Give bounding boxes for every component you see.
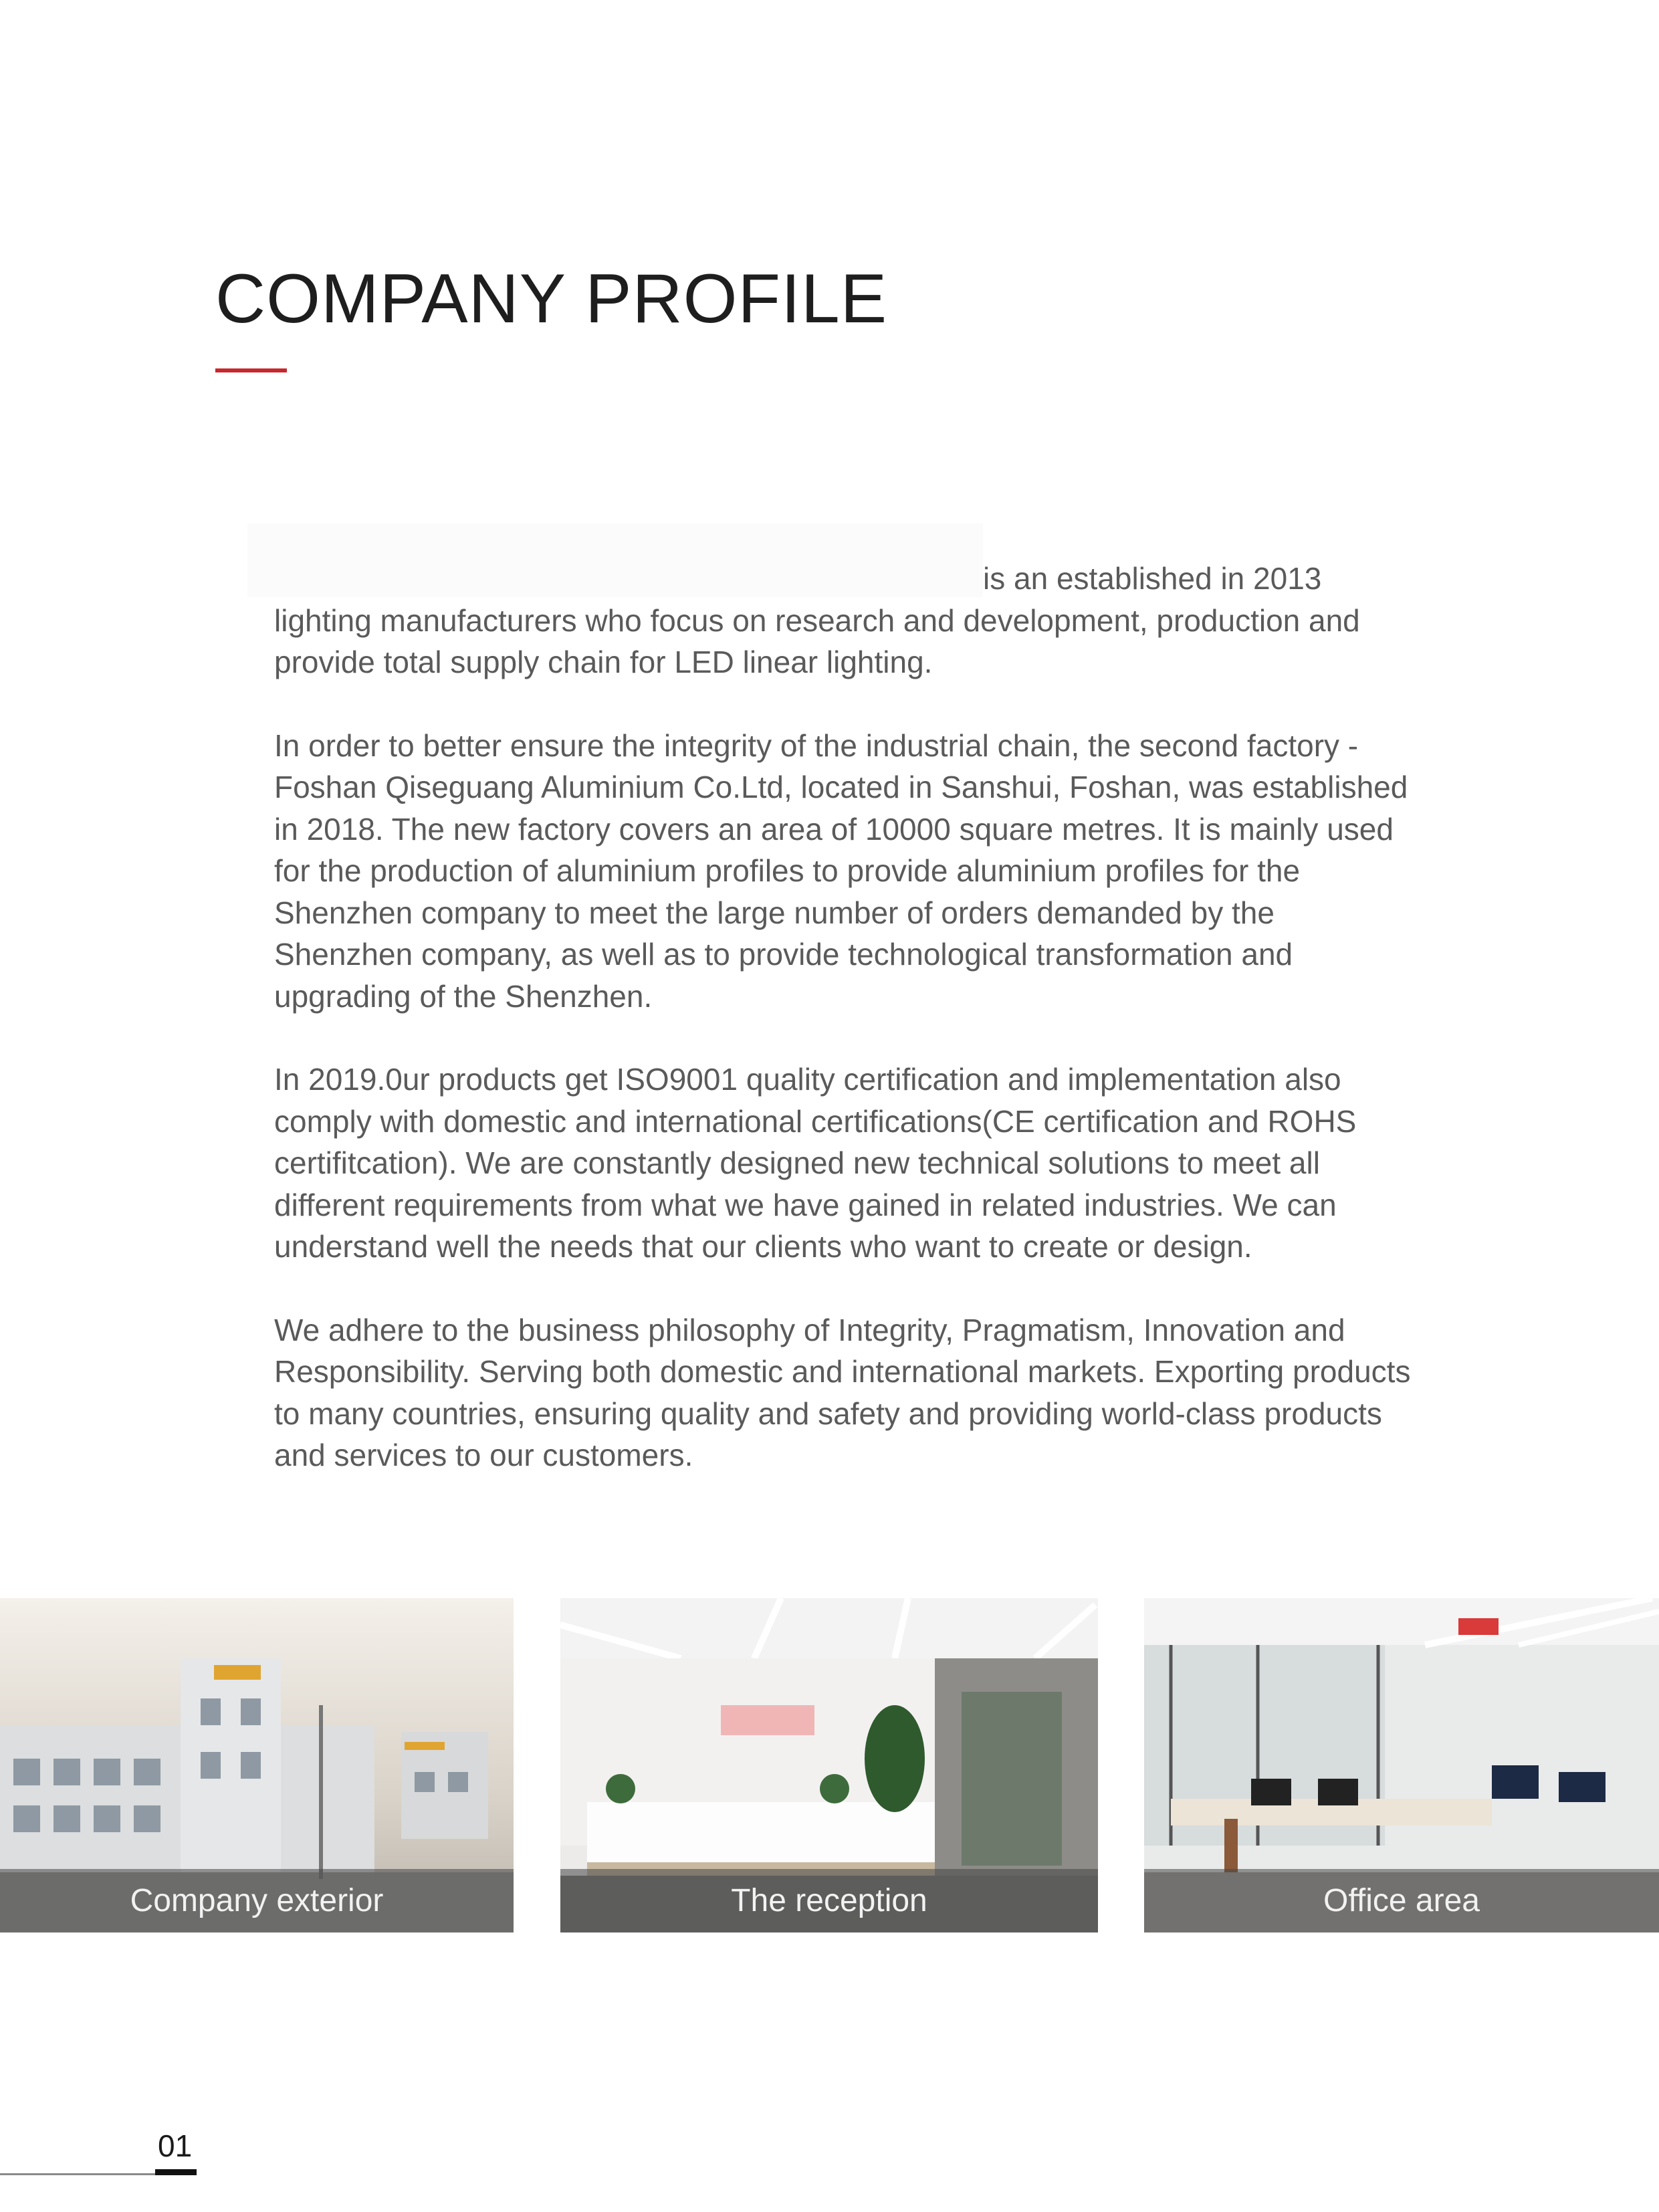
photo-caption: The reception xyxy=(731,1883,927,1918)
paragraph-second-factory: In order to better ensure the integrity of the industrial chain, the second factory - Foshan Qiseguang Aluminium Co.Ltd, located in Sanshui, Foshan, was established in 2018. The new factory covers an area of 10000 square metres. It is mainly used for the production of aluminium profiles to provide aluminium profiles for the Shenzhen company to meet the large number of orders demanded by the Shenzhen company, as well as to provide technological transformation and upgrading of the Shenzhen. xyxy=(274,728,1408,1014)
paragraph-philosophy: We adhere to the business philosophy of Integrity, Pragmatism, Innovation and Responsibility. Serving both domestic and international markets. Exporting products to many countries, ensuring quality and safety and providing world-class products and services to our customers. xyxy=(274,1312,1411,1472)
paragraph-intro: is an established in 2013 lighting manufacturers who focus on research and development, production and provide total supply chain for LED linear lighting. xyxy=(274,561,1360,679)
title-accent-rule xyxy=(215,368,287,372)
photo-caption: Office area xyxy=(1323,1883,1480,1918)
reception-photo xyxy=(560,1598,1098,1932)
company-exterior-photo xyxy=(0,1598,514,1932)
page-title: COMPANY PROFILE xyxy=(215,260,888,338)
paragraph-certification: In 2019.0ur products get ISO9001 quality certification and implementation also comply with domestic and international certifications(CE certification and ROHS certifitcation). We are constantly designed new technical solutions to meet all different requirements from what we have gained in related industries. We can understand well the needs that our clients who want to create or design. xyxy=(274,1062,1357,1264)
photo-caption: Company exterior xyxy=(130,1883,384,1918)
office-area-photo xyxy=(1144,1598,1659,1932)
profile-text xyxy=(274,558,1411,1476)
page-number-underline xyxy=(155,2169,197,2175)
page-number: 01 xyxy=(158,2128,193,2163)
